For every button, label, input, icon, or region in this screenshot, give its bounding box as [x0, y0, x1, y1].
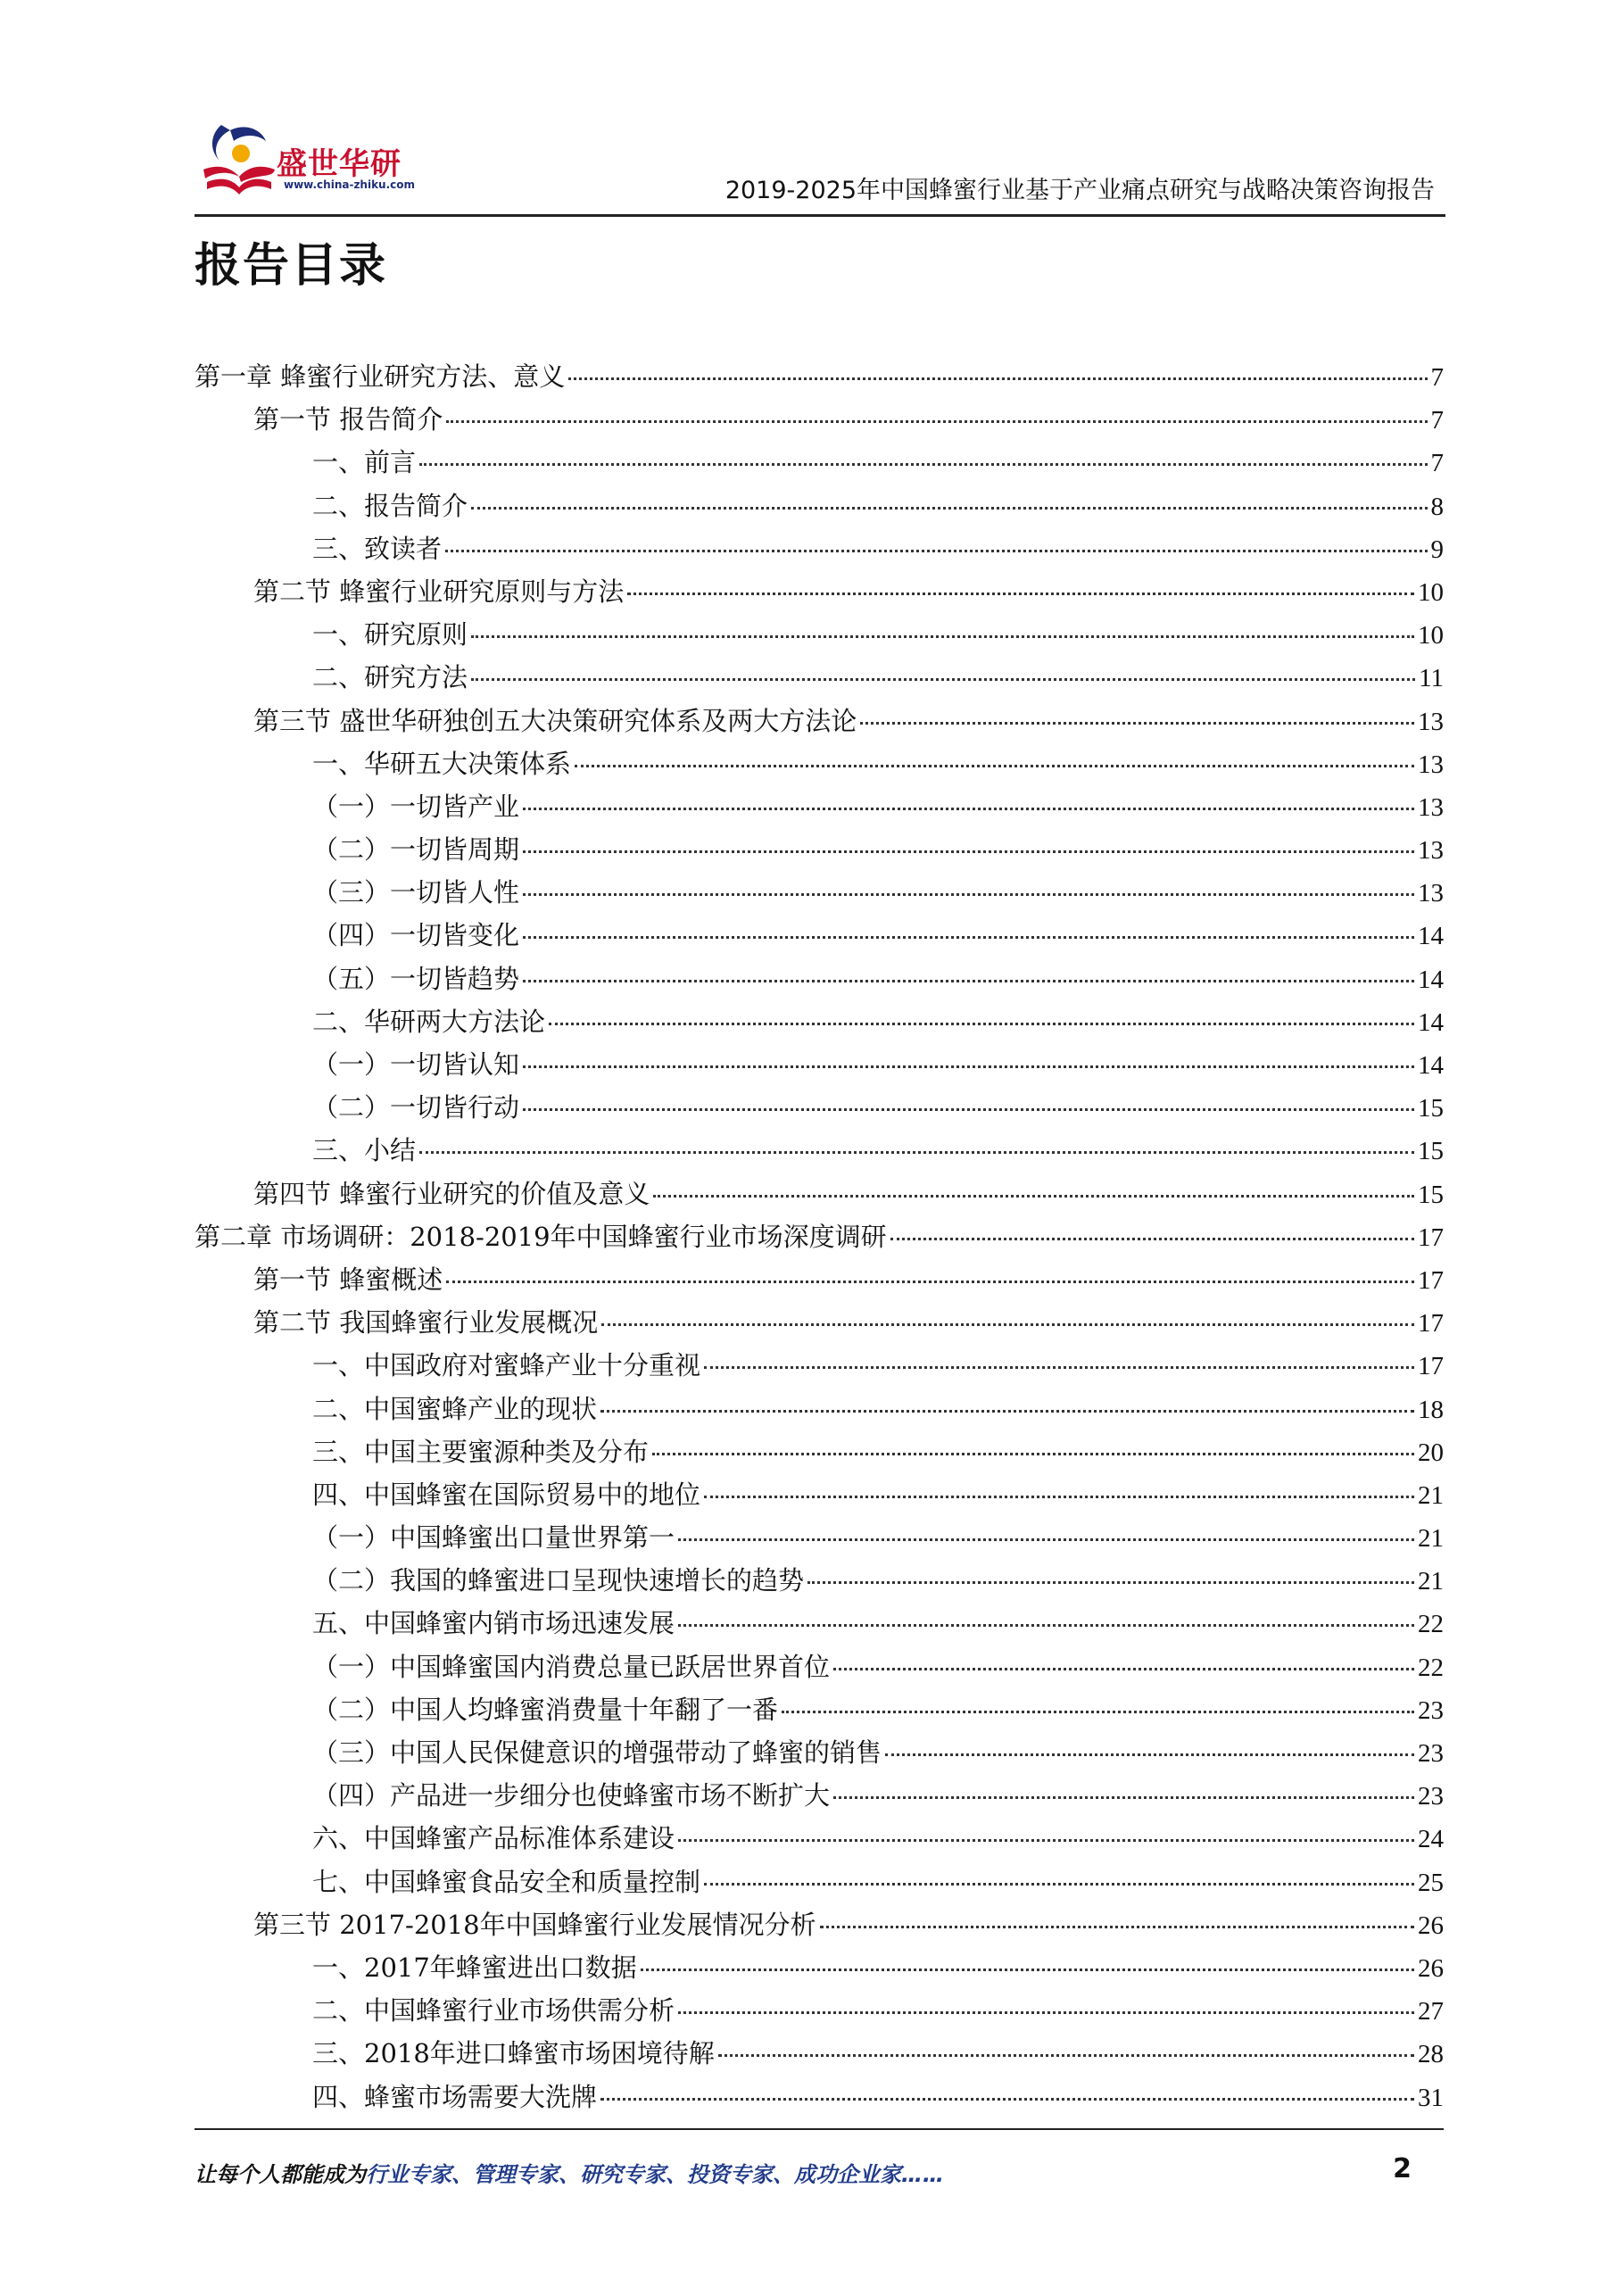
toc-entry[interactable]	[195, 398, 1444, 441]
toc-entry-title: 第一章 蜂蜜行业研究方法、意义	[195, 361, 566, 392]
toc-entry[interactable]	[195, 570, 1444, 613]
toc-entry-title: （一）中国蜂蜜国内消费总量已跃居世界首位	[312, 1651, 831, 1682]
toc-entry[interactable]	[195, 1173, 1444, 1215]
toc-entry-page: 28	[1418, 2040, 1444, 2069]
toc-entry[interactable]	[195, 1258, 1444, 1301]
toc-entry-title: 一、华研五大决策体系	[312, 748, 572, 779]
toc-dot-leader	[782, 1711, 1414, 1713]
toc-entry-page: 21	[1418, 1524, 1444, 1554]
toc-dot-leader	[652, 1453, 1414, 1455]
toc-entry[interactable]	[195, 485, 1444, 527]
toc-dot-leader	[523, 1065, 1414, 1068]
toc-entry-title: 二、中国蜜蜂产业的现状	[312, 1393, 598, 1424]
toc-entry-title: 二、研究方法	[312, 662, 468, 693]
toc-entry-page: 20	[1418, 1438, 1444, 1467]
toc-entry-page: 23	[1418, 1695, 1444, 1725]
toc-entry-title: 第三节 盛世华研独创五大决策研究体系及两大方法论	[253, 705, 857, 736]
toc-entry[interactable]	[195, 1388, 1444, 1430]
toc-entry-title: 四、中国蜂蜜在国际贸易中的地位	[312, 1479, 701, 1510]
toc-entry-title: 一、2017年蜂蜜进出口数据	[312, 1952, 637, 1983]
toc-entry-title: 二、中国蜂蜜行业市场供需分析	[312, 1995, 675, 2027]
slogan-suffix: ……	[901, 2162, 944, 2187]
toc-entry-page: 21	[1418, 1567, 1444, 1596]
toc-entry[interactable]	[195, 1688, 1444, 1731]
toc-entry-title: （二）我国的蜂蜜进口呈现快速增长的趋势	[312, 1565, 805, 1596]
toc-dot-leader	[641, 1969, 1414, 1971]
toc-dot-leader	[568, 377, 1427, 380]
toc-entry[interactable]	[195, 613, 1444, 656]
toc-entry-title: 第一节 报告简介	[253, 404, 443, 435]
toc-entry-page: 15	[1418, 1180, 1444, 1209]
toc-entry-page: 21	[1418, 1480, 1444, 1510]
toc-entry-title: 三、2018年进口蜂蜜市场困境待解	[312, 2038, 715, 2069]
toc-entry-title: （一）一切皆产业	[312, 791, 520, 822]
toc-entry-page: 10	[1418, 577, 1444, 607]
toc-entry-title: 三、小结	[312, 1135, 417, 1166]
toc-dot-leader	[833, 1668, 1414, 1670]
toc-entry[interactable]	[195, 742, 1444, 785]
toc-dot-leader	[833, 1796, 1414, 1799]
toc-entry-title: 第二节 蜂蜜行业研究原则与方法	[253, 576, 625, 607]
toc-entry-page: 10	[1418, 621, 1444, 651]
toc-dot-leader	[678, 2011, 1414, 2014]
page-title: 报告目录	[195, 239, 388, 293]
toc-dot-leader	[471, 678, 1415, 681]
toc-entry[interactable]	[195, 1602, 1444, 1645]
toc-dot-leader	[820, 1926, 1414, 1928]
toc-dot-leader	[445, 550, 1427, 552]
toc-dot-leader	[419, 463, 1427, 466]
toc-entry[interactable]	[195, 1989, 1444, 2032]
toc-entry-page: 14	[1418, 1051, 1444, 1080]
toc-entry-title: 二、报告简介	[312, 490, 468, 521]
toc-entry-page: 13	[1418, 879, 1444, 908]
page-number: 2	[1393, 2153, 1412, 2184]
toc-entry-page: 23	[1418, 1739, 1444, 1768]
toc-entry-page: 17	[1418, 1309, 1444, 1339]
table-of-contents	[195, 355, 1444, 2118]
toc-entry-page: 7	[1430, 363, 1444, 392]
toc-dot-leader	[807, 1581, 1414, 1584]
toc-entry-title: （一）中国蜂蜜出口量世界第一	[312, 1522, 675, 1554]
toc-entry[interactable]	[195, 1731, 1444, 1774]
toc-dot-leader	[718, 2054, 1414, 2057]
toc-entry-page: 17	[1418, 1352, 1444, 1381]
toc-entry-title: 一、研究原则	[312, 619, 468, 651]
toc-dot-leader	[600, 1410, 1414, 1413]
toc-dot-leader	[704, 1366, 1414, 1369]
toc-entry[interactable]	[195, 1086, 1444, 1129]
toc-entry-page: 27	[1418, 1997, 1444, 2027]
toc-entry[interactable]	[195, 1344, 1444, 1387]
toc-entry-page: 11	[1419, 664, 1444, 693]
page-header	[195, 114, 1445, 217]
toc-entry-title: （四）产品进一步细分也使蜂蜜市场不断扩大	[312, 1780, 831, 1811]
toc-entry-title: 二、华研两大方法论	[312, 1006, 546, 1037]
toc-entry-page: 8	[1430, 492, 1444, 521]
toc-entry-title: 三、中国主要蜜源种类及分布	[312, 1436, 650, 1467]
toc-entry-page: 15	[1418, 1094, 1444, 1123]
toc-entry-title: （四）一切皆变化	[312, 920, 520, 951]
toc-entry[interactable]	[195, 1215, 1444, 1258]
slogan-prefix: 让每个人都能成为	[195, 2162, 366, 2187]
toc-entry-title: （二）中国人均蜂蜜消费量十年翻了一番	[312, 1694, 779, 1725]
toc-dot-leader	[890, 1238, 1414, 1240]
toc-entry[interactable]	[195, 2032, 1444, 2075]
toc-entry-title: 第三节 2017-2018年中国蜂蜜行业发展情况分析	[253, 1909, 816, 1940]
toc-entry-page: 22	[1418, 1610, 1444, 1639]
toc-dot-leader	[678, 1538, 1414, 1541]
page-footer	[195, 2128, 1444, 2201]
toc-entry[interactable]	[195, 1903, 1444, 1946]
toc-entry-title: （一）一切皆认知	[312, 1049, 520, 1080]
toc-dot-leader	[575, 765, 1414, 767]
toc-entry-page: 24	[1418, 1825, 1444, 1854]
footer-slogan	[195, 2157, 944, 2188]
toc-entry[interactable]	[195, 1516, 1444, 1559]
toc-entry-page: 17	[1418, 1265, 1444, 1295]
toc-entry-page: 14	[1418, 1007, 1444, 1037]
toc-entry[interactable]	[195, 1473, 1444, 1516]
toc-entry-page: 9	[1430, 535, 1444, 564]
toc-entry-page: 26	[1418, 1911, 1444, 1940]
toc-entry[interactable]	[195, 441, 1444, 484]
toc-entry-page: 18	[1418, 1395, 1444, 1424]
toc-dot-leader	[653, 1195, 1414, 1198]
toc-dot-leader	[471, 507, 1427, 510]
toc-entry-title: 六、中国蜂蜜产品标准体系建设	[312, 1823, 675, 1854]
toc-entry[interactable]	[195, 1774, 1444, 1817]
toc-dot-leader	[471, 635, 1414, 638]
toc-entry-page: 15	[1418, 1137, 1444, 1166]
toc-entry-page: 13	[1418, 707, 1444, 736]
toc-dot-leader	[601, 1323, 1414, 1326]
toc-dot-leader	[549, 1023, 1414, 1025]
toc-entry[interactable]	[195, 1559, 1444, 1602]
toc-entry-page: 17	[1418, 1223, 1444, 1252]
toc-entry-title: 七、中国蜂蜜食品安全和质量控制	[312, 1866, 701, 1897]
toc-dot-leader	[523, 1108, 1414, 1111]
toc-entry[interactable]	[195, 1000, 1444, 1043]
logo-url: www.china-zhiku.com	[284, 178, 416, 191]
toc-entry-title: （三）中国人民保健意识的增强带动了蜂蜜的销售	[312, 1737, 882, 1768]
toc-dot-leader	[885, 1753, 1414, 1756]
toc-dot-leader	[704, 1883, 1414, 1886]
toc-entry[interactable]	[195, 828, 1444, 871]
toc-dot-leader	[446, 420, 1427, 423]
logo-emblem-icon	[195, 114, 284, 203]
toc-entry-title: （二）一切皆周期	[312, 834, 520, 866]
toc-entry[interactable]	[195, 527, 1444, 570]
toc-entry-page: 26	[1418, 1953, 1444, 1983]
toc-entry-page: 22	[1418, 1653, 1444, 1682]
toc-dot-leader	[860, 722, 1414, 725]
toc-dot-leader	[523, 936, 1414, 939]
toc-dot-leader	[678, 1624, 1414, 1627]
toc-entry-page: 13	[1418, 792, 1444, 822]
toc-entry-page: 25	[1418, 1868, 1444, 1897]
toc-entry[interactable]	[195, 656, 1444, 699]
toc-entry-title: 第二节 我国蜂蜜行业发展概况	[253, 1307, 599, 1339]
toc-dot-leader	[704, 1496, 1414, 1498]
toc-entry-page: 31	[1418, 2083, 1444, 2112]
toc-entry[interactable]	[195, 1430, 1444, 1473]
toc-entry[interactable]	[195, 871, 1444, 914]
toc-dot-leader	[523, 980, 1414, 982]
company-logo	[195, 114, 426, 203]
toc-entry[interactable]	[195, 785, 1444, 828]
toc-entry[interactable]	[195, 700, 1444, 742]
toc-entry-page: 14	[1418, 965, 1444, 994]
slogan-highlight: 行业专家、管理专家、研究专家、投资专家、成功企业家	[366, 2162, 901, 2187]
toc-entry[interactable]	[195, 1817, 1444, 1860]
toc-entry[interactable]	[195, 1645, 1444, 1688]
toc-entry-title: 第二章 市场调研：2018-2019年中国蜂蜜行业市场深度调研	[195, 1221, 887, 1252]
toc-entry[interactable]	[195, 914, 1444, 957]
toc-entry-title: 一、前言	[312, 447, 417, 478]
toc-entry[interactable]	[195, 1129, 1444, 1172]
toc-entry[interactable]	[195, 1043, 1444, 1086]
toc-entry[interactable]	[195, 1861, 1444, 1903]
toc-entry-title: （三）一切皆人性	[312, 877, 520, 908]
toc-entry[interactable]	[195, 2076, 1444, 2118]
toc-dot-leader	[600, 2098, 1414, 2101]
toc-entry-title: 四、蜂蜜市场需要大洗牌	[312, 2081, 598, 2112]
toc-entry-page: 7	[1430, 406, 1444, 435]
toc-entry-page: 14	[1418, 922, 1444, 951]
toc-dot-leader	[419, 1151, 1414, 1154]
toc-dot-leader	[523, 893, 1414, 896]
toc-entry-page: 13	[1418, 750, 1444, 779]
toc-entry-title: （二）一切皆行动	[312, 1092, 520, 1123]
toc-entry-page: 7	[1430, 449, 1444, 478]
toc-entry[interactable]	[195, 1946, 1444, 1989]
toc-dot-leader	[446, 1281, 1414, 1283]
report-header-title: 2019-2025年中国蜂蜜行业基于产业痛点研究与战略决策咨询报告	[725, 177, 1435, 204]
toc-dot-leader	[678, 1839, 1414, 1842]
toc-dot-leader	[523, 850, 1414, 853]
toc-entry-title: 一、中国政府对蜜蜂产业十分重视	[312, 1350, 701, 1381]
toc-entry-page: 13	[1418, 836, 1444, 866]
toc-dot-leader	[627, 593, 1414, 595]
toc-entry-title: 五、中国蜂蜜内销市场迅速发展	[312, 1608, 675, 1639]
toc-entry-title: （五）一切皆趋势	[312, 963, 520, 994]
toc-entry-title: 第一节 蜂蜜概述	[253, 1264, 443, 1295]
toc-entry-title: 第四节 蜂蜜行业研究的价值及意义	[253, 1178, 650, 1209]
toc-entry[interactable]	[195, 957, 1444, 1000]
toc-dot-leader	[523, 808, 1414, 810]
toc-entry[interactable]	[195, 355, 1444, 398]
logo-text: 盛世华研	[277, 146, 402, 182]
toc-entry-title: 三、致读者	[312, 533, 443, 564]
toc-entry-page: 23	[1418, 1782, 1444, 1811]
toc-entry[interactable]	[195, 1301, 1444, 1344]
